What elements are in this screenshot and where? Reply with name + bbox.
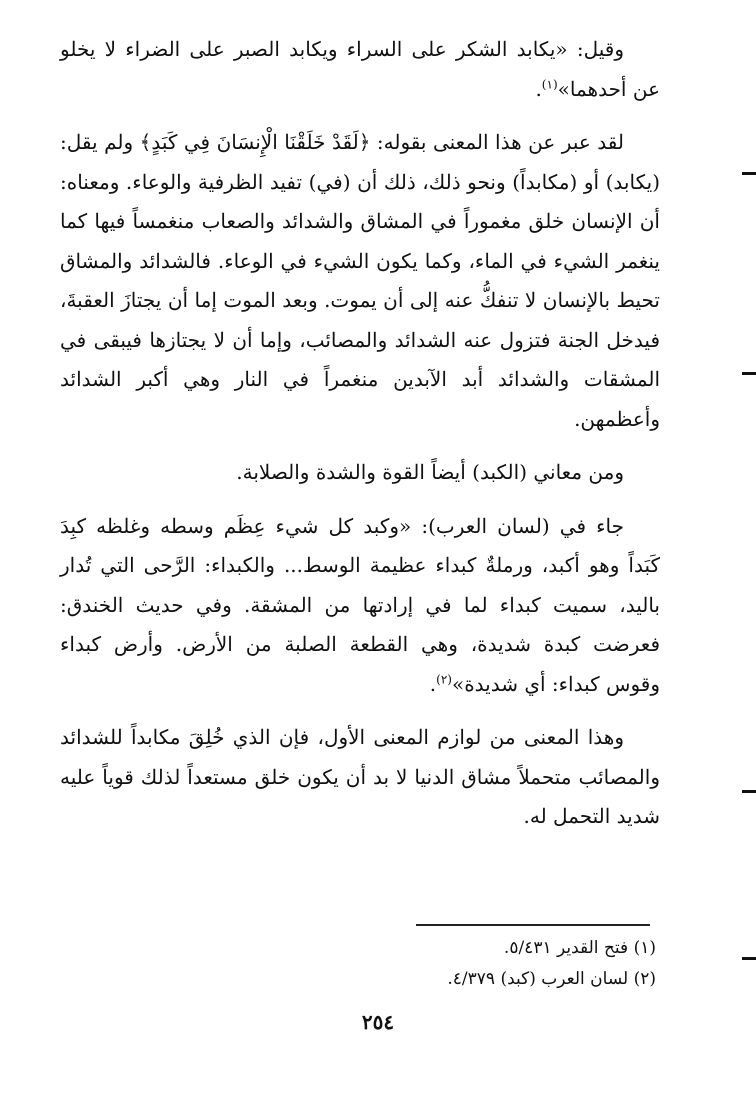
- paragraph-5: [60, 718, 660, 837]
- main-text: [60, 30, 660, 837]
- footnote-divider: [416, 924, 650, 926]
- footnote-1: (١) فتح القدير ٥/٤٣١.: [503, 938, 656, 958]
- page-number: ٢٥٤: [361, 1010, 395, 1034]
- paragraph-text: جاء في (لسان العرب): «وكبد كل شيء عِظَم وسطه وغلظه كبِدَ كَبَداً وهو أكبد، ورملةٌ كبداء عظيمة الوسط... والكبداء: الرَّحى التي تُدار باليد، سميت كبداء لما في إرادتها من المشقة. وفي حديث الخندق: فعرضت كبدة شديدة، وهي القطعة الصلبة من الأرض. وأرض كبداء وقوس كبداء: أي شديدة»: [60, 513, 660, 696]
- paragraph-1: [60, 30, 660, 109]
- scan-margin-mark: [742, 957, 756, 960]
- paragraph-text: وقيل: «يكابد الشكر على السراء ويكابد الصبر على الضراء لا يخلو عن أحدهما»: [60, 37, 660, 101]
- footnotes: [136, 933, 656, 995]
- footnote-marker-1[interactable]: (١): [541, 76, 558, 91]
- paragraph-2: [60, 123, 660, 439]
- scan-margin-mark: [742, 172, 756, 175]
- paragraph-3: [60, 453, 660, 493]
- paragraph-text: ومن معاني (الكبد) أيضاً القوة والشدة والصلابة.: [236, 460, 624, 484]
- paragraph-text: لقد عبر عن هذا المعنى بقوله: ﴿لَقَدْ خَلَقْنَا الْإِنسَانَ فِي كَبَدٍ﴾ ولم يقل: (يكابد) أو (مكابداً) ونحو ذلك، ذلك أن (في) تفيد الظرفية والوعاء. ومعناه: أن الإنسان خلق مغموراً في المشاق والشدائد والصعاب منغمساً فيها كما ينغمر الشيء في الماء، وكما يكون الشيء في الوعاء. فالشدائد والمشاق تحيط بالإنسان لا تنفكُّ عنه إلى أن يموت. وبعد الموت إما أن يجتازَ العقبةَ، فيدخل الجنة فتزول عنه الشدائد والمصائب، وإما أن لا يجتازها فيبقى في المشقات والشدائد أبد الآبدين منغمراً في النار وهي أكبر الشدائد وأعظمهن.: [60, 130, 660, 431]
- footnote-2: (٢) لسان العرب (كبد) ٤/٣٧٩.: [447, 969, 656, 989]
- paragraph-text: وهذا المعنى من لوازم المعنى الأول، فإن الذي خُلِقَ مكابداً للشدائد والمصائب متحملاً مشاق الدنيا لا بد أن يكون خلق مستعداً لذلك قوياً عليه شديد التحمل له.: [60, 725, 660, 828]
- paragraph-tail: .: [535, 76, 542, 101]
- footnote-marker-2[interactable]: (٢): [436, 671, 452, 686]
- scan-margin-mark: [742, 790, 756, 793]
- scan-margin-mark: [742, 372, 756, 375]
- paragraph-tail: .: [429, 671, 437, 696]
- paragraph-4: [60, 507, 660, 705]
